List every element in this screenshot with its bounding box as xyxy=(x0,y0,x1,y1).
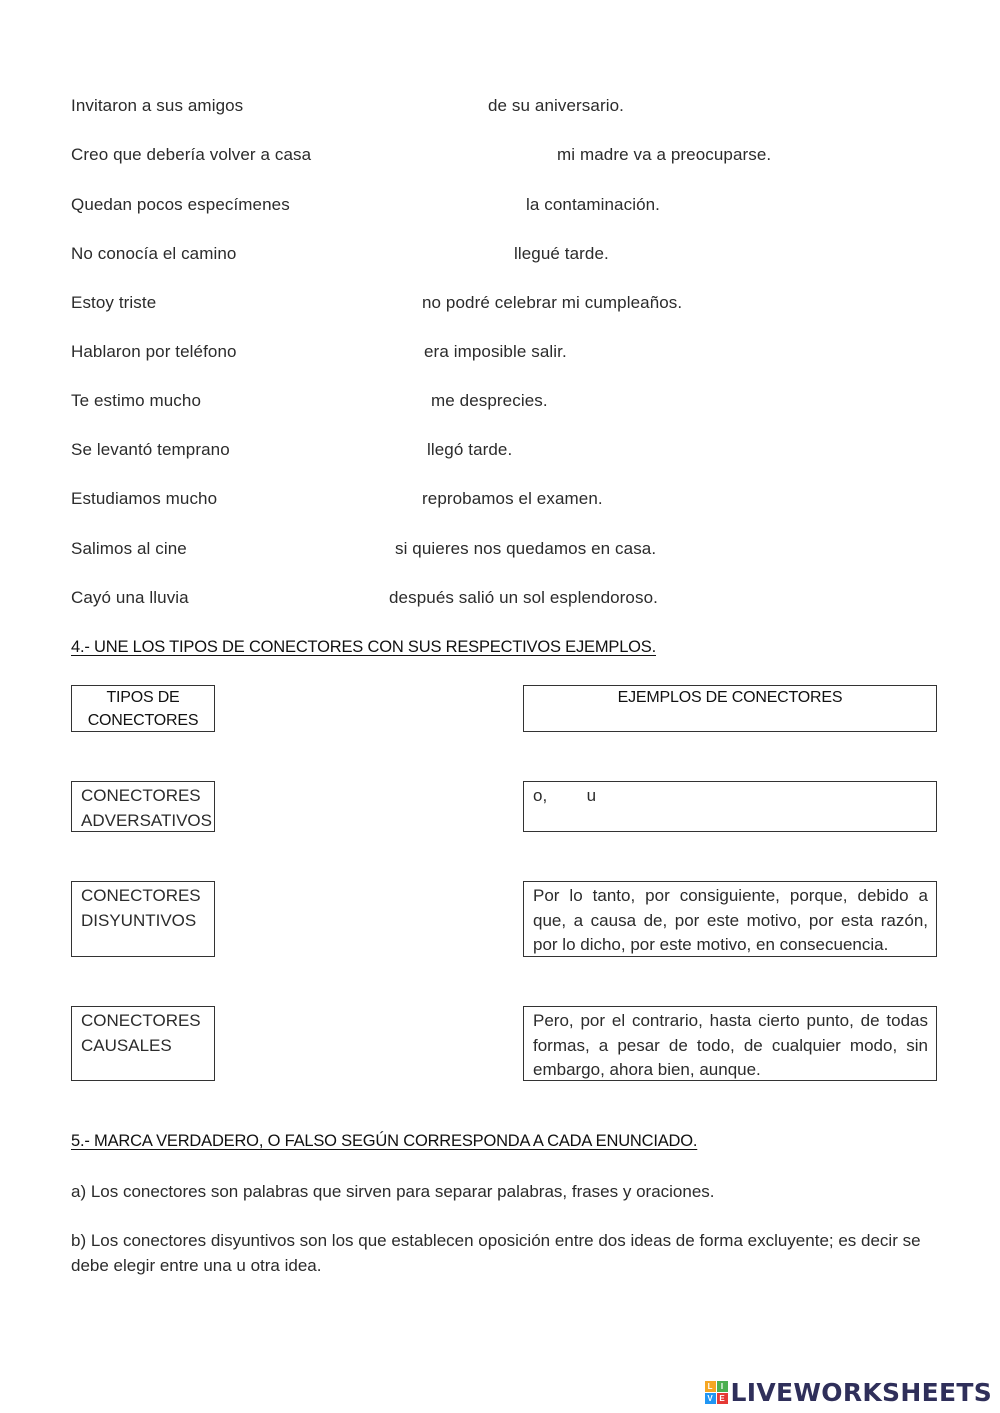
exercise4-title: 4.- UNE LOS TIPOS DE CONECTORES CON SUS RESPECTIVOS EJEMPLOS. xyxy=(71,638,656,656)
examples-header-box xyxy=(523,685,937,732)
connector-type-line1: CONECTORES xyxy=(81,886,201,905)
example-o: o, xyxy=(533,786,548,805)
connector-type-line2: CAUSALES xyxy=(81,1035,172,1055)
exercise5-title: 5.- MARCA VERDADERO, O FALSO SEGÚN CORRESPONDA A CADA ENUNCIADO. xyxy=(71,1132,698,1150)
connector-example-box[interactable] xyxy=(523,1006,937,1081)
sentence-end: llegué tarde. xyxy=(514,244,609,263)
logo-text: LIVEWORKSHEETS xyxy=(730,1378,992,1407)
connector-type-box[interactable] xyxy=(71,1006,215,1081)
sentence-end: reprobamos el examen. xyxy=(422,489,603,508)
sentence-end: después salió un sol esplendoroso. xyxy=(389,588,658,607)
connector-type-box[interactable] xyxy=(71,881,215,957)
sentence-start: Se levantó temprano xyxy=(71,440,230,459)
types-header-line2: CONECTORES xyxy=(87,712,199,729)
connector-example-box[interactable] xyxy=(523,781,937,832)
logo-letter: V xyxy=(705,1393,716,1404)
logo-letter: I xyxy=(717,1381,728,1392)
connector-type-line2: DISYUNTIVOS xyxy=(81,910,197,930)
sentence-end: mi madre va a preocuparse. xyxy=(557,145,772,164)
types-header-line1: TIPOS DE xyxy=(106,689,180,706)
statement-b: b) Los conectores disyuntivos son los que establecen oposición entre dos ideas de forma excluyente; es decir se debe elegir entre una u otra idea. xyxy=(71,1231,921,1275)
sentence-start: Quedan pocos especímenes xyxy=(71,195,290,214)
sentence-end: la contaminación. xyxy=(526,195,660,214)
logo-letter: L xyxy=(705,1381,716,1392)
sentence-start: Hablaron por teléfono xyxy=(71,342,237,361)
sentence-start: Creo que debería volver a casa xyxy=(71,145,312,164)
types-header-box xyxy=(71,685,215,732)
sentence-start: Salimos al cine xyxy=(71,539,187,558)
connector-type-box[interactable] xyxy=(71,781,215,832)
example-text: Pero, por el contrario, hasta cierto punto, de todas formas, a pesar de todo, de cualquier modo, sin embargo, ahora bien, aunque. xyxy=(533,1011,928,1079)
logo-mark-icon xyxy=(705,1381,728,1404)
sentence-end: si quieres nos quedamos en casa. xyxy=(395,539,657,558)
sentence-start: Estudiamos mucho xyxy=(71,489,218,508)
logo-letter: E xyxy=(717,1393,728,1404)
sentence-end: llegó tarde. xyxy=(427,440,513,459)
connector-type-line2: ADVERSATIVOS xyxy=(81,810,212,830)
sentence-end: me desprecies. xyxy=(431,391,548,410)
sentence-start: Invitaron a sus amigos xyxy=(71,96,244,115)
sentence-start: No conocía el camino xyxy=(71,244,237,263)
sentence-start: Cayó una lluvia xyxy=(71,588,189,607)
example-text: Por lo tanto, por consiguiente, porque, debido a que, a causa de, por este motivo, por esta razón, por lo dicho, por este motivo, en consecuencia. xyxy=(533,886,928,954)
liveworksheets-logo xyxy=(705,1378,992,1407)
examples-header: EJEMPLOS DE CONECTORES xyxy=(617,689,843,706)
sentence-end: era imposible salir. xyxy=(424,342,567,361)
connector-example-box[interactable] xyxy=(523,881,937,957)
example-u: u xyxy=(586,786,597,805)
connector-type-line1: CONECTORES xyxy=(81,1011,201,1030)
sentence-start: Te estimo mucho xyxy=(71,391,201,410)
connector-type-line1: CONECTORES xyxy=(81,786,201,805)
statement-a: a) Los conectores son palabras que sirven para separar palabras, frases y oraciones. xyxy=(71,1182,715,1201)
sentence-end: no podré celebrar mi cumpleaños. xyxy=(422,293,683,312)
sentence-start: Estoy triste xyxy=(71,293,157,312)
sentence-end: de su aniversario. xyxy=(488,96,624,115)
